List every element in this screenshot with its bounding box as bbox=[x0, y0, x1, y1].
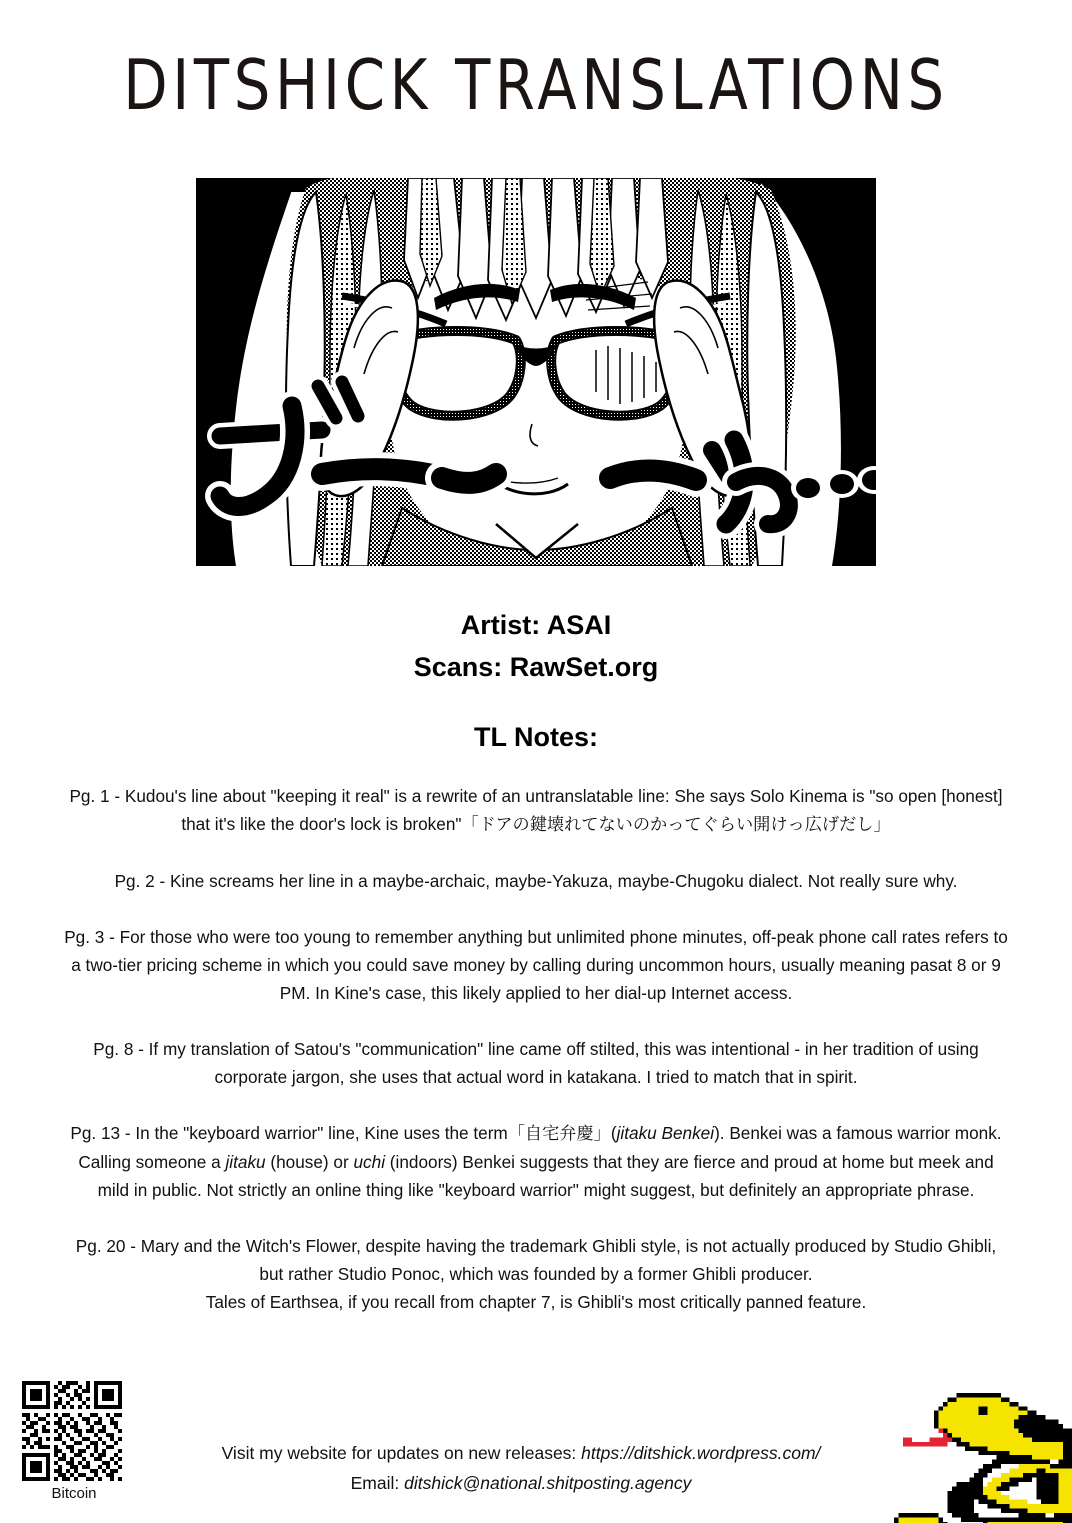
tl-notes-list bbox=[62, 782, 1010, 1344]
manga-panel-artwork bbox=[196, 178, 876, 566]
manga-panel-image bbox=[196, 178, 876, 566]
artist-credit: Artist: ASAI bbox=[460, 610, 612, 640]
note-pg-3: Pg. 3 - For those who were too young to remember anything but unlimited phone minutes, off-peak phone call rates refers to a two-tier pricing scheme in which you could save money by calling during uncommon hours, usually meaning pasat 8 or 9 PM. In Kine's case, this likely applied to her dial-up Internet access. bbox=[64, 927, 1008, 1003]
email-line bbox=[126, 1468, 916, 1498]
email-prefix-text: Email: bbox=[350, 1473, 405, 1493]
footer-contact-block bbox=[126, 1438, 916, 1498]
qr-code-label: Bitcoin bbox=[51, 1485, 97, 1502]
bitcoin-donation-block bbox=[22, 1381, 126, 1503]
website-line bbox=[126, 1438, 916, 1468]
note-pg-13: Pg. 13 - In the "keyboard warrior" line, Kine uses the term「自宅弁慶」(jitaku Benkei). Benkei was a famous warrior monk. Calling someone a jitaku (house) or uchi (indoors) Benkei suggests that they are fierce and proud at home but meek and mild in public. Not strictly an online thing like "keyboard warrior" might suggest, but definitely an appropriate phrase. bbox=[70, 1123, 1002, 1200]
email-address[interactable]: ditshick@national.shitposting.agency bbox=[404, 1473, 692, 1493]
note-pg-20: Pg. 20 - Mary and the Witch's Flower, despite having the trademark Ghibli style, is not actually produced by Studio Ghibli, but rather Studio Ponoc, which was founded by a former Ghibli producer. Tales of Earthsea, if you recall from chapter 7, is Ghibli's most critically panned feature. bbox=[75, 1236, 997, 1312]
website-prefix-text: Visit my website for updates on new releases: bbox=[221, 1443, 582, 1463]
note-pg-1: Pg. 1 - Kudou's line about "keeping it real" is a rewrite of an untranslatable line: She says Solo Kinema is "so open [honest] that it's like the door's lock is broken"「ドアの鍵壊れてないのかってぐらい開けっ広げだし」 bbox=[69, 786, 1003, 835]
website-url[interactable]: https://ditshick.wordpress.com/ bbox=[581, 1443, 821, 1463]
snake-logo-artwork bbox=[894, 1384, 1072, 1523]
note-pg-2: Pg. 2 - Kine screams her line in a maybe-archaic, maybe-Yakuza, maybe-Chugoku dialect. Not really sure why. bbox=[114, 871, 958, 891]
credits-block bbox=[0, 604, 1072, 688]
note-pg-8: Pg. 8 - If my translation of Satou's "communication" line came off stilted, this was intentional - in her tradition of using corporate jargon, she uses that actual word in katakana. I tried to match that in spirit. bbox=[93, 1039, 979, 1087]
bitcoin-qr-code[interactable] bbox=[22, 1381, 122, 1481]
tl-notes-heading: TL Notes: bbox=[473, 722, 598, 752]
scans-credit: Scans: RawSet.org bbox=[413, 652, 659, 682]
page-title: DITSHICK TRANSLATIONS bbox=[123, 44, 949, 126]
snake-logo bbox=[894, 1384, 1072, 1523]
